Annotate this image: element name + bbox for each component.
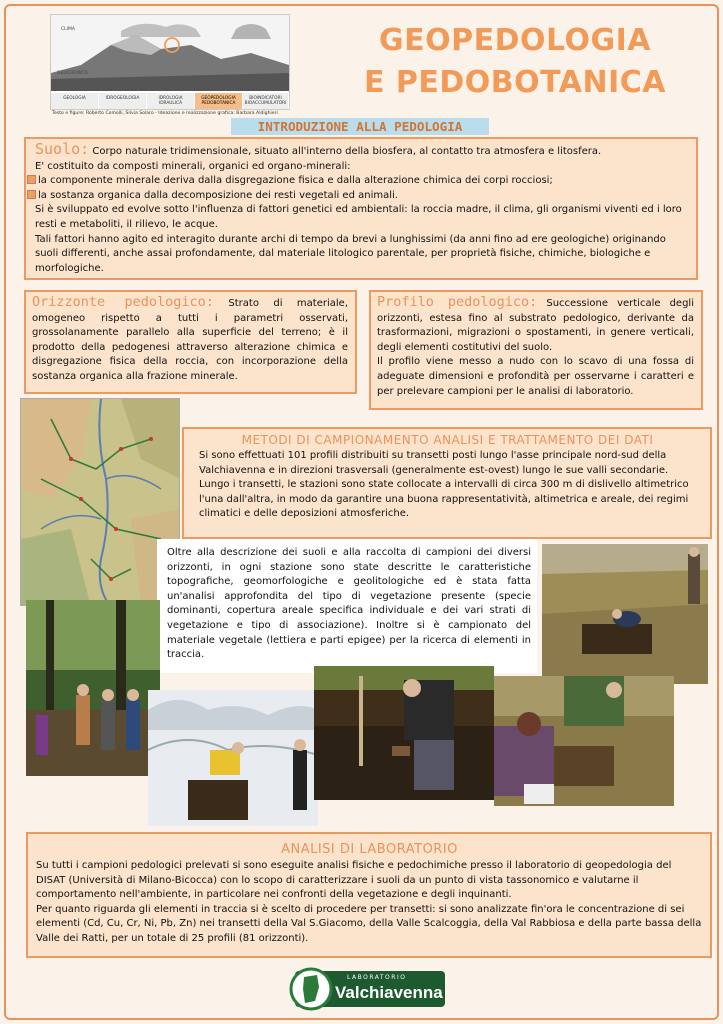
suolo-definition [35, 142, 688, 160]
suolo-term: Suolo: [35, 140, 90, 158]
metodi-title: METODI DI CAMPIONAMENTO ANALISI E TRATTAMENTO DEI DATI [241, 433, 654, 447]
laboratorio-para-2: Per quanto riguarda gli elementi in traccia si è scelto di procedere per transetti: si sono analizzate fin'ora le concentrazione di sei elementi (Cd, Cu, Cr, Ni, Pb, Zn) nei transetti della Val S.Giacomo, della Valle Scalcoggia, della Val Rabbiosa e della parte bassa della Valle dei Ratti, per un totale di 25 profili (81 orizzonti). [36, 903, 702, 944]
bullet-square-icon [27, 190, 36, 199]
bullet-square-icon [27, 175, 36, 184]
diagram-cell-bioindicatori: BIOINDICATORI BIOACCUMULATORI [243, 93, 289, 109]
logo-small-text: LABORATORIO [347, 974, 407, 981]
profilo-text-2: Il profilo viene messo a nudo con lo scavo di una fossa di adeguate dimensioni e profondità per osservarne i caratteri e per prelevare campioni per le analisi di laboratorio. [377, 356, 694, 397]
page-title [310, 20, 720, 104]
diagram-cell-geologia: GEOLOGIA [51, 93, 99, 109]
photo-field-digging [542, 544, 708, 684]
laboratorio-para-1: Su tutti i campioni pedologici prelevati si sono eseguite analisi fisiche e pedochimiche presso il laboratorio di geopedologia del DISAT (Università di Milano-Bicocca) con lo scopo di caratterizzare i suoli da un punto di vista tassonomico e valutarne il comportamento nell'ambiente, in particolare nei confronti della vegetazione e degli inquinanti. [36, 860, 672, 901]
intro-para-3: Si è sviluppato ed evolve sotto l'influenza di fattori genetici ed ambientali: la roccia madre, il clima, gli organismi viventi ed i loro resti e metaboliti, il rilievo, le acque. [35, 204, 682, 230]
metodi-para-2: Lungo i transetti, le stazioni sono state collocate a intervalli di circa 300 m di dislivello altimetrico l'una dall'altra, in modo da garantire una buona rappresentatività, altimetrica e areale, dei regimi climatici e delle deposizioni atmosferiche. [199, 479, 689, 520]
header-diagram [50, 14, 290, 110]
laboratorio-title: ANALISI DI LABORATORIO [281, 842, 458, 857]
intro-bullet-1 [27, 174, 688, 189]
suolo-def: Corpo naturale tridimensionale, situato all'interno della biosfera, al contatto tra atmosfera e litosfera. [89, 146, 602, 157]
photo-forest-group [26, 600, 160, 776]
bullet-1-text: la componente minerale deriva dalla disgregazione fisica e dalla alterazione chimica dei corpi rocciosi; [38, 175, 553, 187]
logo-name: Valchiavenna [335, 983, 443, 1002]
metodi-para-3: Oltre alla descrizione dei suoli e alla raccolta di campioni dei diversi orizzonti, in ogni stazione sono state descritte le caratteristiche topografiche, geomorfologiche e geolitologiche ed è stata fatta un'analisi approfondita del tipo di vegetazione presente (specie dominanti, copertura areale specifica individuale e dei vari strati di vegetazione e tipo di associazione). Inoltre si è campionato del materiale vegetale (lettiera e parti epigee) per la ricerca di elementi in traccia. [167, 547, 531, 661]
title-line-2: E PEDOBOTANICA [363, 65, 667, 100]
intro-line-2: E' costituito da composti minerali, organici ed organo-minerali: [35, 160, 351, 172]
credits-text: Testo e figure: Roberto Comolli, Silvia Solaro - Ideazione e realizzazione grafica: Barbara Aldighieri [52, 111, 278, 116]
photo-snow-digging [148, 690, 318, 826]
valchiavenna-map [20, 398, 180, 606]
metodi-continuation [157, 539, 537, 673]
intro-bullet-2 [27, 189, 688, 204]
intro-box [24, 137, 698, 280]
photo-soil-sampling [494, 676, 674, 806]
metodi-para-1: Si sono effettuati 101 profili distribuiti su transetti posti lungo l'asse principale nord-sud della Valchiavenna e in direzioni trasversali (generalmente est-ovest) lungo le sue valli secondarie. [199, 450, 669, 476]
diagram-label-clima: CLIMA [61, 27, 75, 32]
orizzonte-text [32, 295, 348, 385]
section-title-introduzione: INTRODUZIONE ALLA PEDOLOGIA [231, 118, 489, 135]
orizzonte-term: Orizzonte pedologico: [32, 294, 214, 310]
diagram-cell-idrologia: IDROLOGIA IDRAULICA [147, 93, 195, 109]
metodi-box [182, 427, 712, 539]
laboratorio-box [26, 832, 712, 958]
profilo-text [377, 295, 694, 355]
orizzonte-box [24, 290, 357, 394]
title-line-1: GEOPEDOLOGIA [378, 23, 652, 58]
valchiavenna-logo [289, 967, 447, 1011]
diagram-label-geochemica: GEOCHEMICA [57, 71, 88, 76]
landscape-illustration [51, 15, 289, 91]
bullet-2-text: la sostanza organica dalla decomposizione dei resti vegetali ed animali. [38, 189, 398, 201]
diagram-cell-geopedologia: GEOPEDOLOGIA PEDOBOTANICA [195, 93, 243, 109]
intro-para-4: Tali fattori hanno agito ed interagito durante archi di tempo da brevi a lunghissimi (da anni fino ad ere geologiche) originando suoli differenti, anche assai profondamente, dal materiale litologico parentale, per proprietà fisiche, chimiche, biologiche e morfologiche. [35, 233, 666, 274]
photo-soil-profile [314, 666, 494, 800]
profilo-term: Profilo pedologico: [377, 294, 538, 310]
diagram-cell-idrogeologia: IDROGEOLOGIA [99, 93, 147, 109]
orizzonte-def: Strato di materiale, omogeneo rispetto a tutti i parametri osservati, grossolanamente parallelo alla superficie del terreno; è il prodotto della pedogenesi attraverso alterazione chimica e disgregazione fisica della roccia, con incorporazione della sostanza organica alla frazione minerale. [32, 298, 349, 382]
profilo-def: Successione verticale degli orizzonti, estesa fino al substrato pedologico, derivante da trasformazioni, migrazioni o spostamenti, in genere verticali, degli elementi costitutivi del suolo. [377, 298, 694, 353]
profilo-box [369, 290, 703, 410]
